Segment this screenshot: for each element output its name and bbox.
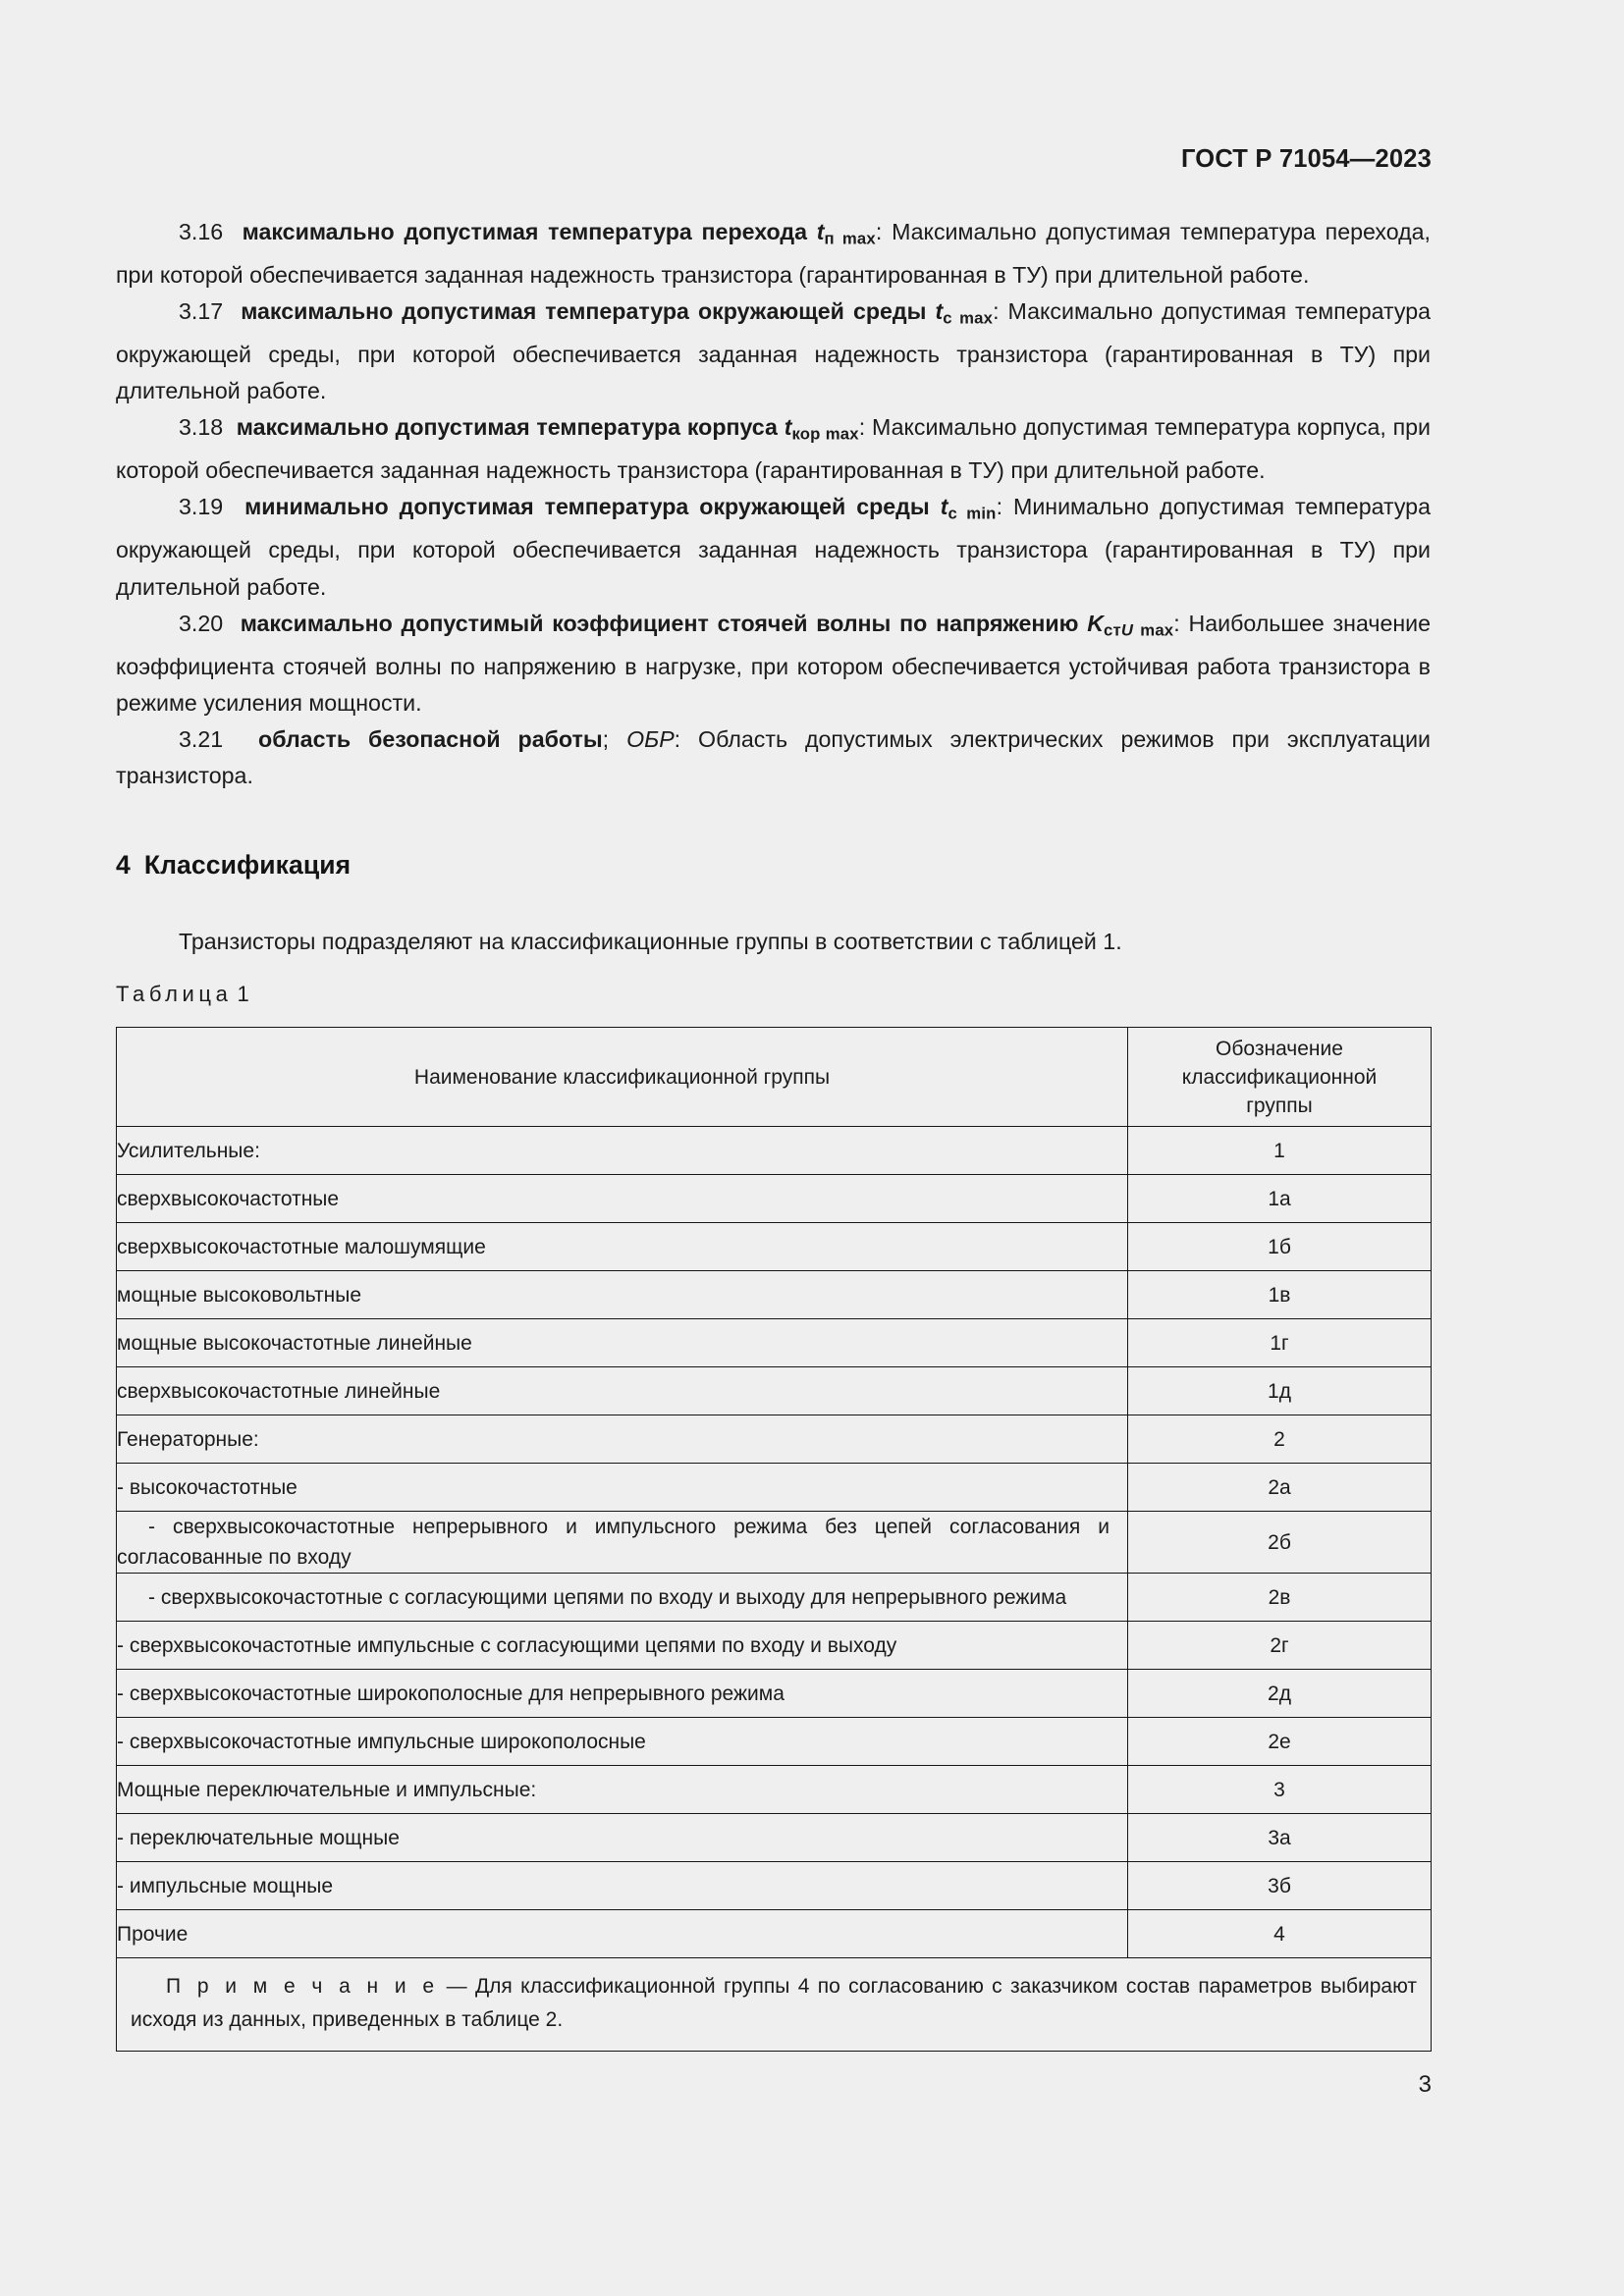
row-code: 2е — [1128, 1718, 1432, 1766]
table-row — [117, 1862, 1432, 1910]
column-header-group-code — [1128, 1028, 1432, 1127]
definitions-block — [116, 214, 1431, 794]
table-row — [117, 1512, 1432, 1574]
row-name-text: - сверхвысокочастотные с согласующими цепями по входу и выходу для непрерывного режима — [148, 1585, 1067, 1609]
definition-symbol: t — [784, 414, 792, 441]
row-name — [117, 1574, 1128, 1622]
definition-symbol: t — [816, 219, 825, 244]
row-name: - сверхвысокочастотные широкополосные для непрерывного режима — [117, 1670, 1128, 1718]
row-name: Прочие — [117, 1910, 1128, 1958]
row-code: 2а — [1128, 1464, 1432, 1512]
definition-3-21: 3.21 область безопасной работы; ОБР: Область допустимых электрических режимов при эксплуатации транзистора. — [116, 726, 1431, 789]
table-row — [117, 1127, 1432, 1175]
table-row — [117, 1271, 1432, 1319]
table-row — [117, 1367, 1432, 1415]
section-heading — [116, 850, 351, 881]
row-name — [117, 1512, 1128, 1574]
row-name: Мощные переключательные и импульсные: — [117, 1766, 1128, 1814]
definition-number: 3.20 — [179, 610, 224, 636]
definition-abbreviation: ОБР — [626, 726, 675, 752]
row-name: сверхвысокочастотные малошумящие — [117, 1223, 1128, 1271]
row-name: - сверхвысокочастотные импульсные широкополосные — [117, 1718, 1128, 1766]
definition-term: максимально допустимый коэффициент стоячей волны по напряжению — [240, 610, 1079, 636]
section-title: Классификация — [143, 850, 352, 880]
definition-number: 3.16 — [179, 219, 224, 244]
definition-term: максимально допустимая температура перехода — [242, 219, 807, 244]
column-header-line-3: группы — [1246, 1094, 1313, 1117]
table-caption — [116, 982, 249, 1007]
definition-3-20 — [116, 606, 1431, 721]
definition-symbol-subscript: п max — [824, 229, 876, 248]
definition-text: : Минимально допустимая температура окружающей среды, при которой обеспечивается заданная надежность транзистора (гарантированная в ТУ) при длительной работе. — [116, 494, 1431, 600]
table-row — [117, 1319, 1432, 1367]
table-row — [117, 1415, 1432, 1464]
definition-text: : Максимально допустимая температура перехода, при которой обеспечивается заданная надежность транзистора (гарантированная в ТУ) при длительной работе. — [116, 219, 1431, 288]
definition-term: область безопасной работы — [258, 726, 603, 752]
row-code: 1г — [1128, 1319, 1432, 1367]
definition-symbol: K — [1087, 610, 1104, 636]
definition-3-16 — [116, 214, 1431, 294]
table-note-row — [117, 1958, 1432, 2052]
table-row — [117, 1622, 1432, 1670]
definition-symbol-subscript: c max — [943, 308, 994, 328]
row-code: 1в — [1128, 1271, 1432, 1319]
definition-text: : Максимально допустимая температура корпуса, при которой обеспечивается заданная надежность транзистора (гарантированная в ТУ) при длительной работе. — [116, 414, 1431, 484]
note-body: — Для классификационной группы 4 по согласованию с заказчиком состав параметров выбирают исходя из данных, приведенных в таблице 2. — [131, 1975, 1418, 2031]
row-code: 1 — [1128, 1127, 1432, 1175]
subscript-suffix: max — [1133, 620, 1174, 640]
table-note — [117, 1958, 1432, 2052]
definition-symbol-subscript: c min — [947, 505, 997, 524]
definition-term: минимально допустимая температура окружающей среды — [244, 494, 930, 520]
definition-3-19 — [116, 489, 1431, 605]
table-row — [117, 1175, 1432, 1223]
row-name: мощные высоковольтные — [117, 1271, 1128, 1319]
row-name: Генераторные: — [117, 1415, 1128, 1464]
running-header-standard-ref: ГОСТ Р 71054—2023 — [1180, 145, 1432, 173]
table-row — [117, 1814, 1432, 1862]
definition-number: 3.18 — [179, 414, 224, 441]
column-header-line-2: классификационной — [1181, 1065, 1378, 1089]
definition-number: 3.17 — [179, 298, 224, 325]
table-header-row — [117, 1028, 1432, 1127]
table-row — [117, 1718, 1432, 1766]
table-row — [117, 1766, 1432, 1814]
row-code: 2 — [1128, 1415, 1432, 1464]
definition-text: : Наибольшее значение коэффициента стоячей волны по напряжению в нагрузке, при котором обеспечивается устойчивая работа транзистора в режиме усиления мощности. — [116, 610, 1431, 716]
row-name: - импульсные мощные — [117, 1862, 1128, 1910]
definition-symbol-subscript — [1104, 620, 1173, 639]
definition-term: максимально допустимая температура корпуса — [236, 414, 778, 441]
definition-symbol-subscript: кор max — [791, 425, 859, 445]
subscript-italic: U — [1120, 620, 1134, 640]
row-name: сверхвысокочастотные линейные — [117, 1367, 1128, 1415]
table-row — [117, 1223, 1432, 1271]
table-caption-number: 1 — [237, 982, 249, 1006]
definition-term: максимально допустимая температура окружающей среды — [241, 298, 927, 325]
table-row — [117, 1670, 1432, 1718]
row-code: 3а — [1128, 1814, 1432, 1862]
row-code: 1а — [1128, 1175, 1432, 1223]
definition-number: 3.21 — [179, 726, 224, 752]
row-code: 3 — [1128, 1766, 1432, 1814]
column-header-group-name: Наименование классификационной группы — [117, 1028, 1128, 1127]
row-code: 2д — [1128, 1670, 1432, 1718]
definition-number: 3.19 — [179, 494, 224, 520]
table-caption-label: Таблица — [116, 982, 233, 1006]
row-name: Усилительные: — [117, 1127, 1128, 1175]
definition-3-18 — [116, 409, 1431, 489]
table-row — [117, 1574, 1432, 1622]
note-label: П р и м е ч а н и е — [166, 1975, 439, 1998]
row-code: 2г — [1128, 1622, 1432, 1670]
column-header-line-1: Обозначение — [1216, 1037, 1343, 1060]
subscript-prefix: ст — [1104, 620, 1121, 640]
row-name: - сверхвысокочастотные импульсные с согласующими цепями по входу и выходу — [117, 1622, 1128, 1670]
row-code: 4 — [1128, 1910, 1432, 1958]
row-code: 1б — [1128, 1223, 1432, 1271]
section-intro-paragraph: Транзисторы подразделяют на классификационные группы в соответствии с таблицей 1. — [179, 929, 1122, 954]
row-code: 3б — [1128, 1862, 1432, 1910]
row-name: сверхвысокочастотные — [117, 1175, 1128, 1223]
row-code: 2в — [1128, 1574, 1432, 1622]
row-code: 2б — [1128, 1512, 1432, 1574]
row-name: мощные высокочастотные линейные — [117, 1319, 1128, 1367]
table-row — [117, 1464, 1432, 1512]
row-name: - переключательные мощные — [117, 1814, 1128, 1862]
section-number: 4 — [116, 850, 131, 880]
definition-symbol: t — [935, 298, 944, 325]
definition-text: : Максимально допустимая температура окружающей среды, при которой обеспечивается заданная надежность транзистора (гарантированная в ТУ) при длительной работе. — [116, 298, 1431, 404]
row-name-text: - сверхвысокочастотные непрерывного и импульсного режима без цепей согласования и согласованные по входу — [117, 1516, 1110, 1569]
page-number: 3 — [1418, 2071, 1432, 2098]
definition-text: : Область допустимых электрических режимов при эксплуатации транзистора. — [116, 726, 1431, 789]
table-row — [117, 1910, 1432, 1958]
definition-3-17 — [116, 294, 1431, 409]
row-name: - высокочастотные — [117, 1464, 1128, 1512]
row-code: 1д — [1128, 1367, 1432, 1415]
definition-symbol: t — [940, 494, 948, 520]
classification-table — [116, 1027, 1432, 2052]
